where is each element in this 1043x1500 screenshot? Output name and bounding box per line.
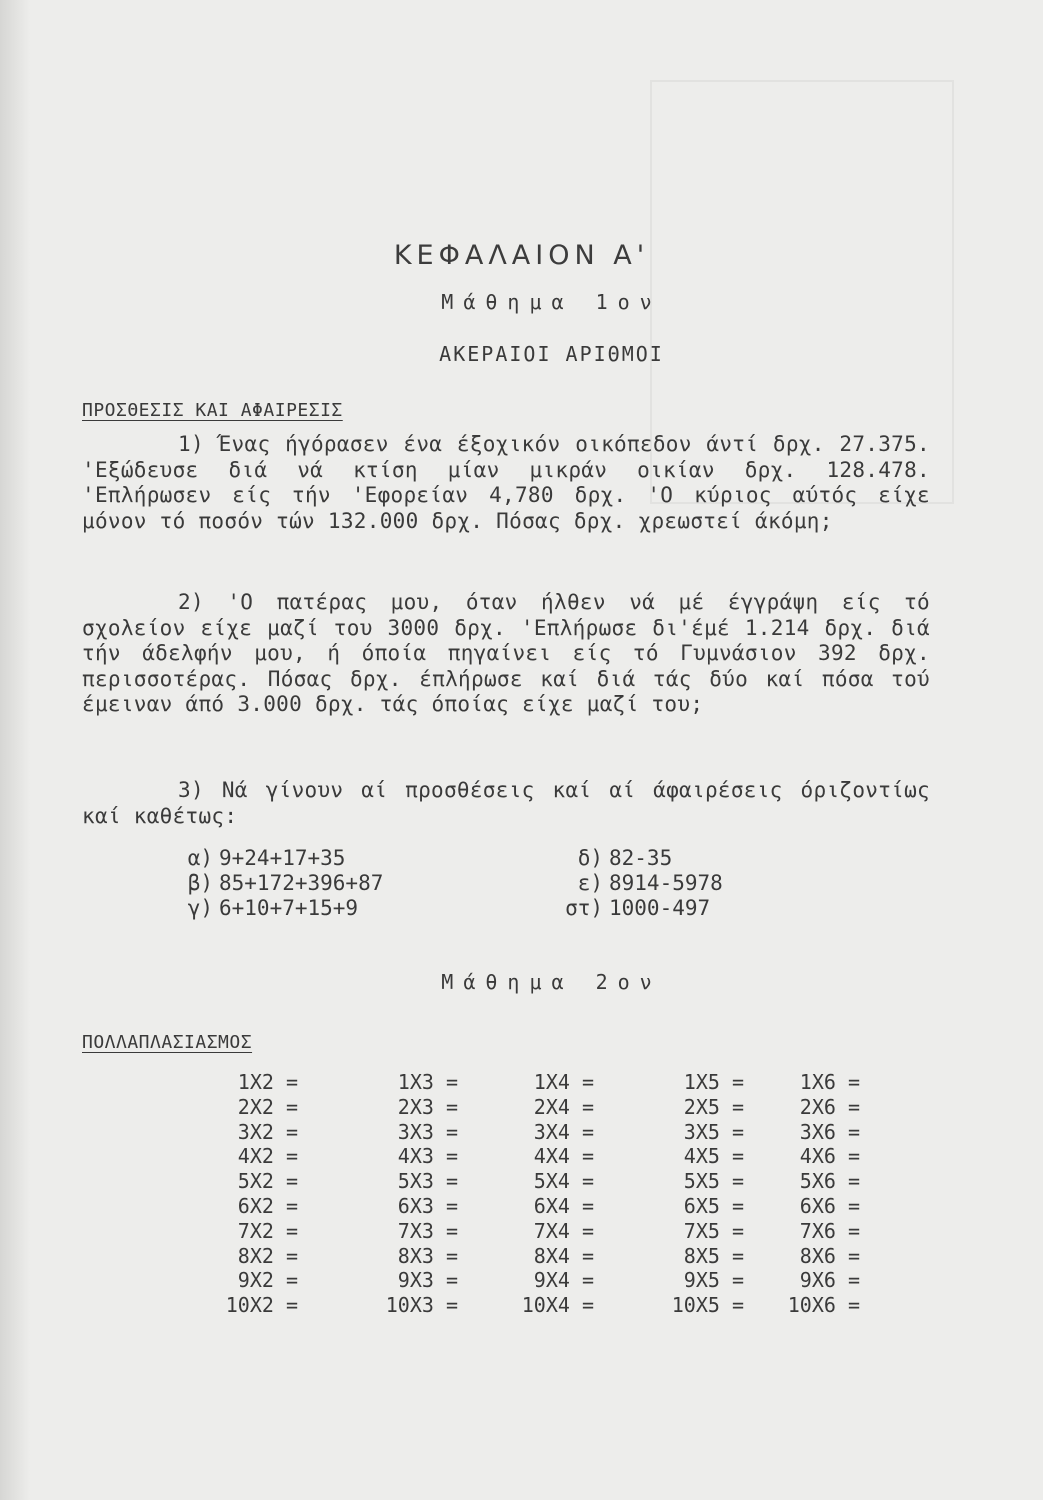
multiplication-fact: 8X2 = [237,1243,298,1268]
multiplication-fact: 5X6 = [799,1169,860,1194]
multiplication-fact: 3X5 = [683,1119,744,1144]
multiplication-fact: 3X6 = [799,1119,860,1144]
multiplication-fact: 5X5 = [683,1169,744,1194]
multiplication-fact: 1X3 = [397,1070,458,1094]
lesson-2-title: Μάθημα 2ον [441,970,662,994]
multiplication-fact: 2X2 = [237,1094,298,1119]
multiplication-fact: 7X5 = [683,1218,744,1243]
multiplication-fact: 6X5 = [683,1194,744,1218]
multiplication-fact: 6X3 = [397,1194,458,1218]
multiplication-fact: 2X4 = [533,1094,594,1119]
multiplication-fact: 8X3 = [397,1243,458,1268]
multiplication-fact: 1X6 = [799,1070,860,1094]
multiplication-fact: 4X2 = [237,1144,298,1169]
multiplication-fact: 8X6 = [799,1243,860,1268]
multiplication-table [0,1070,1043,1360]
exercise-item: ε) 8914-5978 [577,871,723,895]
multiplication-fact: 10X3 = [385,1293,458,1318]
multiplication-fact: 7X3 = [397,1218,458,1243]
multiplication-fact: 9X2 = [237,1268,298,1293]
multiplication-fact: 10X5 = [671,1293,744,1318]
exercise-item: δ) 82-35 [577,846,673,870]
problem-1: 1) Ένας ήγόρασεν ένα έξοχικόν οικόπεδον άντί δρχ. 27.375. 'Εξώδευσε διά νά κτίση μίαν μικράν οικίαν δρχ. 128.478. 'Επλήρωσεν είς τήν 'Εφορείαν 4,780 δρχ. 'Ο κύριος αύτός είχε μόνον τό ποσόν τών 132.000 δρχ. Πόσας δρχ. χρεωστεί άκόμη; [82,432,930,533]
problem-3: 3) Νά γίνουν αί προσθέσεις καί αί άφαιρέσεις όριζοντίως καί καθέτως: [82,778,930,828]
multiplication-fact: 4X6 = [799,1144,860,1169]
section-heading-addition-subtraction: ΠΡΟΣΘΕΣΙΣ ΚΑΙ ΑΦΑΙΡΕΣΙΣ [82,400,343,421]
multiplication-fact: 3X3 = [397,1119,458,1144]
exercise-item: β) 85+172+396+87 [187,871,384,895]
multiplication-fact: 3X2 = [237,1119,298,1144]
multiplication-fact: 3X4 = [533,1119,594,1144]
multiplication-fact: 9X5 = [683,1268,744,1293]
multiplication-fact: 4X4 = [533,1144,594,1169]
multiplication-fact: 2X5 = [683,1094,744,1119]
section-heading-multiplication: ΠΟΛΛΑΠΛΑΣΙΑΣΜΟΣ [82,1032,253,1053]
multiplication-fact: 10X2 = [225,1293,298,1318]
multiplication-fact: 8X4 = [533,1243,594,1268]
lesson-1-subtitle: ΑΚΕΡΑΙΟΙ ΑΡΙΘΜΟΙ [439,342,664,366]
multiplication-fact: 1X2 = [237,1070,298,1094]
multiplication-fact: 1X5 = [683,1070,744,1094]
multiplication-fact: 10X6 = [787,1293,860,1318]
chapter-title: ΚΕΦΑΛΑΙΟΝ Α' [393,240,650,271]
problem-2: 2) 'Ο πατέρας μου, όταν ήλθεν νά μέ έγγράψη είς τό σχολείον είχε μαζί του 3000 δρχ. 'Επλήρωσε δι'έμέ 1.214 δρχ. διά τήν άδελφήν μου, ή όποία πηγαίνει είς τό Γυμνάσιον 392 δρχ. περισσοτέρας. Πόσας δρχ. έπλήρωσε καί διά τάς δύο καί πόσα τού έμειναν άπό 3.000 δρχ. τάς όποίας είχε μαζί του; [82,590,930,716]
multiplication-fact: 7X2 = [237,1218,298,1243]
multiplication-fact: 9X6 = [799,1268,860,1293]
multiplication-fact: 9X3 = [397,1268,458,1293]
multiplication-fact: 4X5 = [683,1144,744,1169]
multiplication-fact: 10X4 = [521,1293,594,1318]
multiplication-fact: 5X2 = [237,1169,298,1194]
exercise-list-subtraction [565,846,723,921]
multiplication-fact: 7X4 = [533,1218,594,1243]
exercise-list-addition [175,846,383,921]
multiplication-fact: 8X5 = [683,1243,744,1268]
lesson-1-title: Μάθημα 1ον [441,290,662,314]
multiplication-fact: 9X4 = [533,1268,594,1293]
multiplication-fact: 5X3 = [397,1169,458,1194]
multiplication-fact: 2X6 = [799,1094,860,1119]
exercise-item: στ) 1000-497 [565,896,711,920]
exercise-item: γ) 6+10+7+15+9 [187,896,359,920]
multiplication-fact: 4X3 = [397,1144,458,1169]
multiplication-fact: 7X6 = [799,1218,860,1243]
exercise-item: α) 9+24+17+35 [187,846,346,870]
multiplication-fact: 6X6 = [799,1194,860,1218]
multiplication-fact: 2X3 = [397,1094,458,1119]
multiplication-fact: 5X4 = [533,1169,594,1194]
multiplication-fact: 6X2 = [237,1194,298,1218]
multiplication-fact: 6X4 = [533,1194,594,1218]
multiplication-fact: 1X4 = [533,1070,594,1094]
